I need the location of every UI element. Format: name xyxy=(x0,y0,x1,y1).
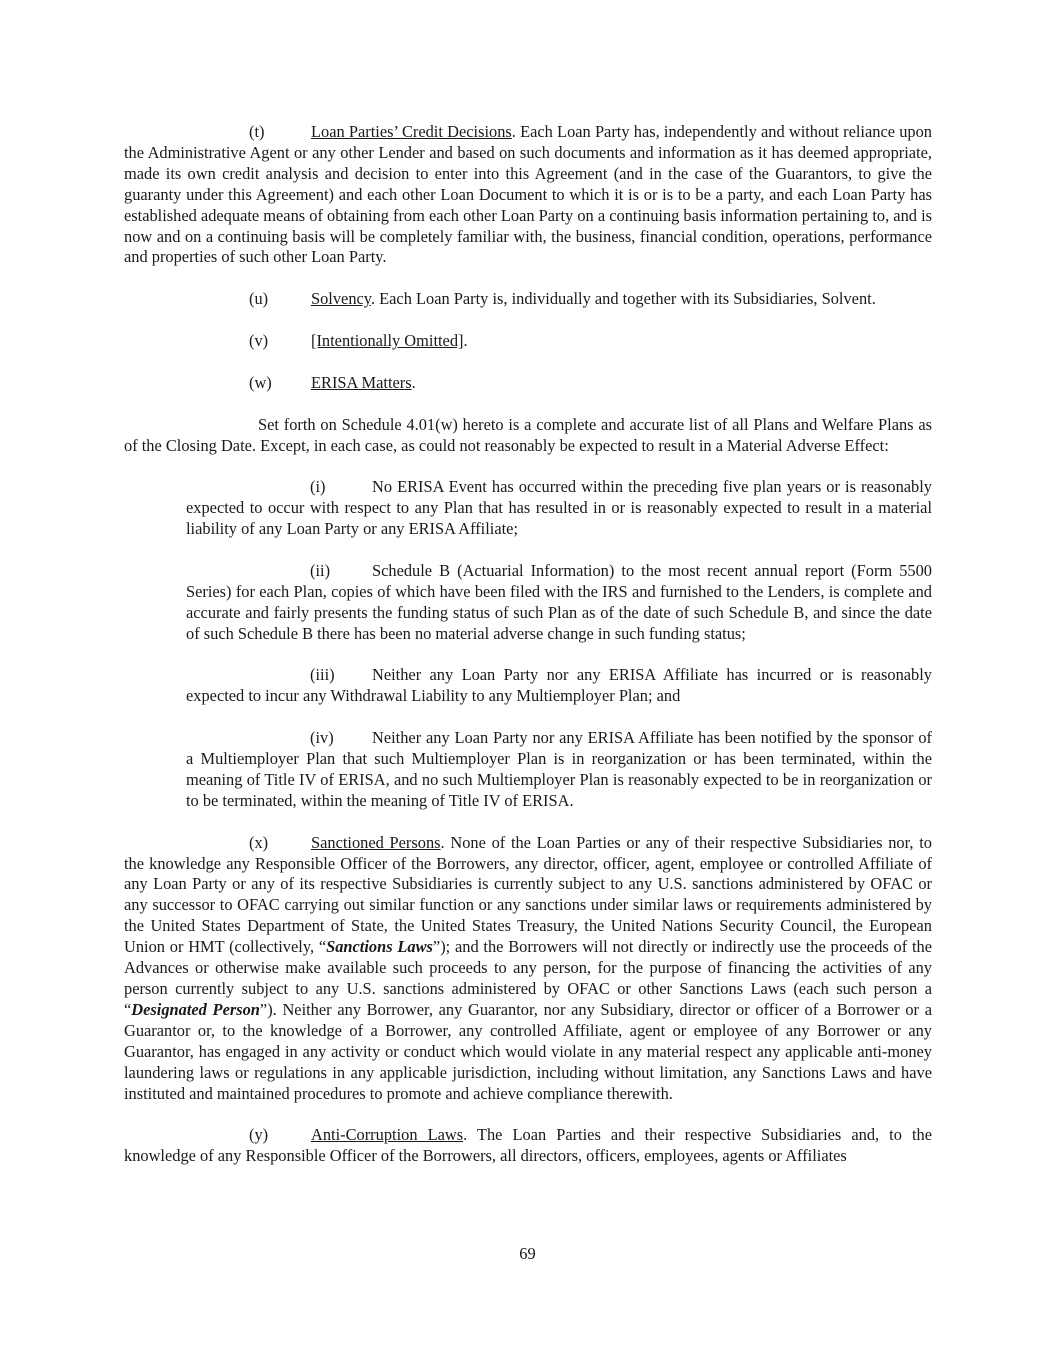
section-label: (v) xyxy=(249,331,269,351)
section-label: (u) xyxy=(249,289,269,309)
section-label: (t) xyxy=(249,122,265,141)
section-w-item-iii xyxy=(186,665,932,707)
section-y xyxy=(124,1125,932,1167)
section-body: . Each Loan Party is, individually and together with its Subsidiaries, Solvent. xyxy=(370,289,876,309)
section-heading: Sanctioned Persons xyxy=(311,832,441,852)
item-text: Neither any Loan Party nor any ERISA Affiliate has incurred or is reasonably expected to incur any Withdrawal Liability to any Multiemployer Plan; and xyxy=(186,665,932,706)
section-heading: Loan Parties’ Credit Decisions xyxy=(311,122,512,141)
section-label: (w) xyxy=(249,372,272,392)
section-w-intro: Set forth on Schedule 4.01(w) hereto is a complete and accurate list of all Plans and Welfare Plans as of the Closing Date. Except, in each case, as could not reasonably be expected to result in a Material Adverse Effect: xyxy=(124,414,932,455)
section-v xyxy=(124,331,932,352)
section-label: (x) xyxy=(249,832,269,852)
section-body: ”). Neither any Borrower, any Guarantor, nor any Subsidiary, director or officer of a Borrower or a Guarantor or, to the knowledge of a Borrower, any controlled Affiliate, agent or employee of any Borrower or any Guarantor, has engaged in any activity or conduct which would violate in any material respect any applicable anti-money laundering laws or regulations in any applicable jurisdiction, including without limitation, any Sanctions Laws and have instituted and maintained procedures to promote and achieve compliance therewith. xyxy=(124,999,932,1103)
defined-term-sanctions-laws: Sanctions Laws xyxy=(326,937,433,957)
section-heading: Solvency xyxy=(311,289,371,309)
document-page xyxy=(124,122,932,1188)
section-t xyxy=(124,122,932,268)
section-heading: ERISA Matters xyxy=(311,372,412,392)
section-body: . The Loan Parties and their respective Subsidiaries and, to the knowledge of any Responsible Officer of the Borrowers, all directors, officers, employees, agents or Affiliates xyxy=(124,1125,932,1166)
defined-term-designated-person: Designated Person xyxy=(131,999,260,1019)
page-number: 69 xyxy=(519,1244,536,1263)
item-label: (iii) xyxy=(310,665,335,685)
item-text: Schedule B (Actuarial Information) to the most recent annual report (Form 5500 Series) for each Plan, copies of which have been filed with the IRS and furnished to the Lenders, is complete and accurate and fairly presents the funding status of such Plan as of the date of such Schedule B, and since the date of such Schedule B there has been no material adverse change in such funding status; xyxy=(186,560,932,643)
item-label: (i) xyxy=(310,477,326,497)
item-text: Neither any Loan Party nor any ERISA Affiliate has been notified by the sponsor of a Multiemployer Plan that such Multiemployer Plan is in reorganization or has been terminated, within the meaning of Title IV of ERISA, and no such Multiemployer Plan is reasonably expected to be in reorganization or to be terminated, within the meaning of Title IV of ERISA. xyxy=(186,728,932,810)
section-w-item-iv xyxy=(186,728,932,812)
item-label: (iv) xyxy=(310,728,334,748)
item-text: No ERISA Event has occurred within the preceding five plan years or is reasonably expected to occur with respect to any Plan that has resulted in or is reasonably expected to result in a material liability of any Loan Party or any ERISA Affiliate; xyxy=(186,477,932,539)
section-w-item-i xyxy=(186,477,932,540)
item-label: (ii) xyxy=(310,560,331,580)
section-body: . None of the Loan Parties or any of their respective Subsidiaries nor, to the knowledge any Responsible Officer of the Borrowers, any director, officer, agent, employee or controlled Affiliate of any Loan Party or any of its respective Subsidiaries is currently subject to any U.S. sanctions administered by OFAC or any successor to OFAC carrying out similar function or any sanctions under similar laws or requirements administered by the United States Department of State, the United States Treasury, the United Nations Security Council, the European Union or HMT (collectively, “ xyxy=(124,832,932,957)
section-body: . xyxy=(463,331,468,351)
section-body: . xyxy=(411,372,416,392)
section-body: ”); and the Borrowers will not directly or indirectly use the proceeds of the Advances or otherwise make available such proceeds to any person, for the purpose of financing the activities of any person currently subject to any U.S. sanctions administered by OFAC or other Sanctions Laws (each such person a “ xyxy=(124,937,933,1019)
section-label: (y) xyxy=(249,1125,269,1145)
section-w-item-ii xyxy=(186,561,932,645)
section-w xyxy=(124,373,932,394)
section-u xyxy=(124,289,932,310)
section-heading: Anti-Corruption Laws xyxy=(311,1125,464,1145)
section-heading: [Intentionally Omitted] xyxy=(311,331,464,351)
section-body: . Each Loan Party has, independently and without reliance upon the Administrative Agent or any other Lender and based on such documents and information as it has deemed appropriate, made its own credit analysis and decision to enter into this Agreement (and in the case of the Guarantors, to give the guaranty under this Agreement) and each other Loan Document to which it is or is to be a party, and each Loan Party has established adequate means of obtaining from each other Loan Party on a continuing basis information pertaining to, and is now and on a continuing basis will be completely familiar with, the business, financial condition, operations, performance and properties of such other Loan Party. xyxy=(124,122,933,267)
section-x xyxy=(124,833,932,1105)
